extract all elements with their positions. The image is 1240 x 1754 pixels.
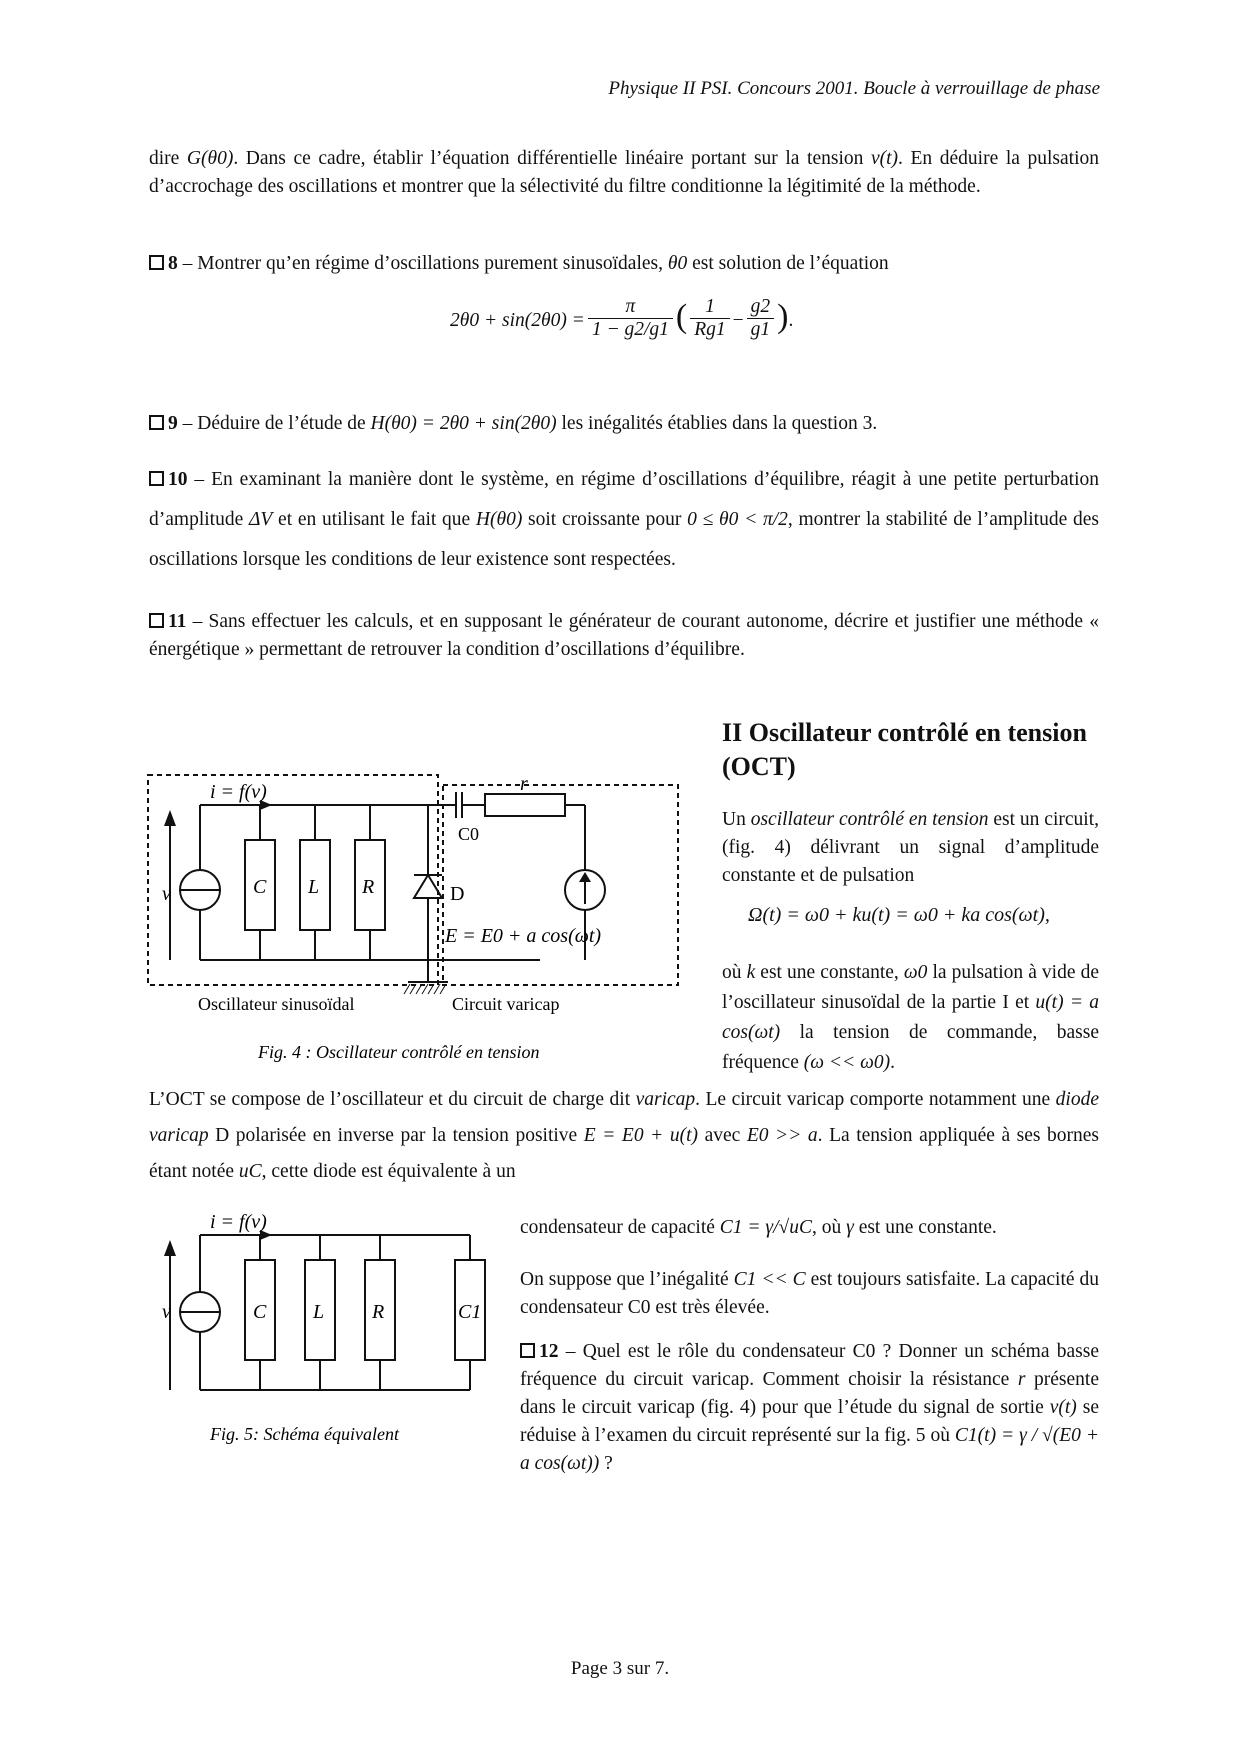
question-10 <box>149 460 1099 580</box>
capacity-paragraph <box>520 1210 1099 1246</box>
q11-text: – Sans effectuer les calculs, et en supposant le générateur de courant autonome, décrire et justifier une méthode « énergétique » permettant de retrouver la condition d’oscillations d’équilibre. <box>149 611 1099 660</box>
label-C: C <box>253 876 267 898</box>
question-8 <box>149 250 1099 278</box>
ineq-a: On suppose que l’inégalité <box>520 1269 734 1290</box>
oct-m1: E = E0 + u(t) <box>583 1125 699 1146</box>
q10-text-d: , montrer la stabilité de l’amplitude des oscillations lorsque les conditions de leur existence sont respectées. <box>149 509 1099 570</box>
fig4-caption: Fig. 4 : Oscillateur contrôlé en tension <box>258 1042 540 1062</box>
oct-em1: varicap <box>635 1089 696 1110</box>
period: . <box>788 310 794 331</box>
question-11 <box>149 608 1099 664</box>
eq-inner-b-den: g1 <box>750 319 771 340</box>
q8-math: θ0 <box>667 253 688 274</box>
eq-inner-b-num: g2 <box>747 296 775 319</box>
paren-open: ( <box>675 298 688 335</box>
fig5-caption: Fig. 5: Schéma équivalent <box>210 1424 399 1444</box>
eq-main-fraction <box>588 296 673 341</box>
after-d: la tension de commande, basse fréquence <box>722 1022 1099 1073</box>
current-label: i = f(v) <box>210 781 267 803</box>
eq-inner-b <box>747 296 775 341</box>
after-k: k <box>746 962 756 983</box>
q10-math-dv: ΔV <box>248 509 273 530</box>
label-C: C <box>253 1301 267 1323</box>
question-number: 12 <box>539 1341 559 1362</box>
after-u: u(t) = a cos(ωt) <box>722 992 1099 1043</box>
oct-em2: diode varicap <box>149 1089 1099 1146</box>
oct-m3: uC <box>238 1161 262 1182</box>
voltage-arrow-icon <box>164 1240 176 1256</box>
current-label: i = f(v) <box>210 1211 267 1233</box>
q9-text-b: les inégalités établies dans la question 3. <box>556 413 878 434</box>
intro-math-v: v(t) <box>870 148 899 169</box>
after-b: est une constante, <box>755 962 904 983</box>
cap-math: C1 = γ/√uC <box>719 1217 812 1238</box>
section-title: II Oscillateur contrôlé en tension (OCT) <box>722 718 1087 781</box>
oct-f: , cette diode est équivalente à un <box>261 1161 516 1182</box>
question-12 <box>520 1338 1099 1478</box>
page-footer: Page 3 sur 7. <box>570 1658 670 1679</box>
checkbox-icon <box>149 255 164 270</box>
q9-math: H(θ0) = 2θ0 + sin(2θ0) <box>370 413 557 434</box>
q8-equation <box>450 292 793 382</box>
intro-text-b: . Dans ce cadre, établir l’équation différentielle linéaire portant sur la tension <box>233 148 871 169</box>
ineq-math: C1 << C <box>733 1269 806 1290</box>
q9-text-a: – Déduire de l’étude de <box>177 413 371 434</box>
label-L: L <box>313 1301 325 1323</box>
intro-em: oscillateur contrôlé en tension <box>750 809 989 830</box>
after-e: . <box>890 1052 895 1073</box>
q10-math-h: H(θ0) <box>475 509 523 530</box>
q10-text-c: soit croissante pour <box>522 509 688 530</box>
label-r: r <box>520 773 528 795</box>
q10-math-range: 0 ≤ θ0 < π/2 <box>687 509 788 530</box>
q12-em-r: r <box>1017 1369 1026 1390</box>
v-label: v <box>162 883 171 905</box>
label-R: R <box>362 876 375 898</box>
question-9 <box>149 410 1099 438</box>
label-D: D <box>450 883 465 905</box>
checkbox-icon <box>149 415 164 430</box>
oct-paragraph <box>149 1082 1099 1190</box>
cap-b: , où <box>812 1217 847 1238</box>
oct-a: L’OCT se compose de l’oscillateur et du circuit de charge dit <box>149 1089 636 1110</box>
intro-paragraph <box>149 145 1099 201</box>
label-L: L <box>308 876 320 898</box>
after-a: où <box>722 962 747 983</box>
minus-sign: − <box>732 310 744 331</box>
q12-text-d: ? <box>599 1453 613 1474</box>
checkbox-icon <box>149 613 164 628</box>
after-cond: (ω << ω0) <box>803 1052 891 1073</box>
intro-text-c: . En déduire la pulsation d’accrochage des oscillations et montrer que la sélectivité du filtre conditionne la légitimité de la méthode. <box>149 148 1099 197</box>
section-ii-after <box>722 958 1099 1078</box>
after-w0: ω0 <box>903 962 928 983</box>
v-label: v <box>162 1301 171 1323</box>
eq-inner-a <box>690 296 729 341</box>
q10-text-b: et en utilisant le fait que <box>272 509 476 530</box>
oct-e: . La tension appliquée à ses bornes étant notée <box>149 1125 1100 1182</box>
paren-close: ) <box>777 298 789 335</box>
question-number: 8 <box>168 253 178 274</box>
q12-math-v: v(t) <box>1049 1397 1077 1418</box>
q8-text-b: est solution de l’équation <box>687 253 889 274</box>
after-c: la pulsation à vide de l’oscillateur sinusoïdal de la partie I et <box>722 962 1099 1013</box>
q8-text-a: – Montrer qu’en régime d’oscillations purement sinusoïdales, <box>177 253 668 274</box>
figure-4 <box>140 770 700 1080</box>
checkbox-icon <box>520 1343 535 1358</box>
oct-m2: E0 >> a <box>746 1125 818 1146</box>
intro-math-g: G(θ0) <box>186 148 234 169</box>
eq-num: π <box>588 296 673 319</box>
label-oscillateur: Oscillateur sinusoïdal <box>198 994 355 1014</box>
oct-b: . Le circuit varicap comporte notamment une <box>695 1089 1056 1110</box>
ineq-b: est toujours satisfaite. La capacité du condensateur C0 est très élevée. <box>520 1269 1099 1318</box>
running-header: Physique II PSI. Concours 2001. Boucle à verrouillage de phase <box>608 78 1100 99</box>
voltage-arrow-icon <box>164 810 176 826</box>
oscillator-box <box>148 775 438 985</box>
label-E: E = E0 + a cos(ωt) <box>445 925 602 947</box>
question-number: 11 <box>168 611 187 632</box>
section-ii-intro <box>722 806 1099 890</box>
label-C0: C0 <box>458 824 480 844</box>
ineq-paragraph <box>520 1266 1099 1322</box>
cap-gamma: γ <box>846 1217 854 1238</box>
question-number: 9 <box>168 413 178 434</box>
checkbox-icon <box>149 471 164 486</box>
oct-c: D polarisée en inverse par la tension positive <box>208 1125 584 1146</box>
intro-text-a: dire <box>149 148 187 169</box>
eq-inner-a-num: 1 <box>690 296 729 319</box>
oct-d: avec <box>698 1125 747 1146</box>
resistor-r <box>485 794 565 816</box>
q12-text-c: se réduise à l’examen du circuit représenté sur la fig. 5 où <box>520 1397 1099 1446</box>
intro-a: Un <box>722 809 751 830</box>
q12-math-c1: C1(t) = γ / √(E0 + a cos(ωt)) <box>520 1425 1100 1474</box>
label-varicap: Circuit varicap <box>452 994 560 1014</box>
q12-text-a: – Quel est le rôle du condensateur C0 ? Donner un schéma basse fréquence du circuit varicap. Comment choisir la résistance <box>520 1341 1099 1390</box>
intro-b: est un circuit, (fig. 4) délivrant un signal d’amplitude constante et de pulsation <box>722 809 1099 886</box>
label-C1: C1 <box>458 1301 482 1323</box>
figure-5 <box>140 1200 520 1460</box>
omega-equation: Ω(t) = ω0 + ku(t) = ω0 + ka cos(ωt), <box>748 904 1050 926</box>
label-R: R <box>372 1301 385 1323</box>
cap-c: est une constante. <box>853 1217 997 1238</box>
cap-a: condensateur de capacité <box>520 1217 720 1238</box>
q10-text-a: – En examinant la manière dont le système, en régime d’oscillations d’équilibre, réagit à une petite perturbation d’amplitude <box>149 469 1099 530</box>
q12-text-b: présente dans le circuit varicap (fig. 4) pour que l’étude du signal de sortie <box>520 1369 1099 1418</box>
eq-lhs: 2θ0 + sin(2θ0) = <box>450 310 585 331</box>
eq-den: 1 − g2/g1 <box>591 319 669 340</box>
question-number: 10 <box>168 469 188 490</box>
eq-inner-a-den: Rg1 <box>694 319 726 340</box>
